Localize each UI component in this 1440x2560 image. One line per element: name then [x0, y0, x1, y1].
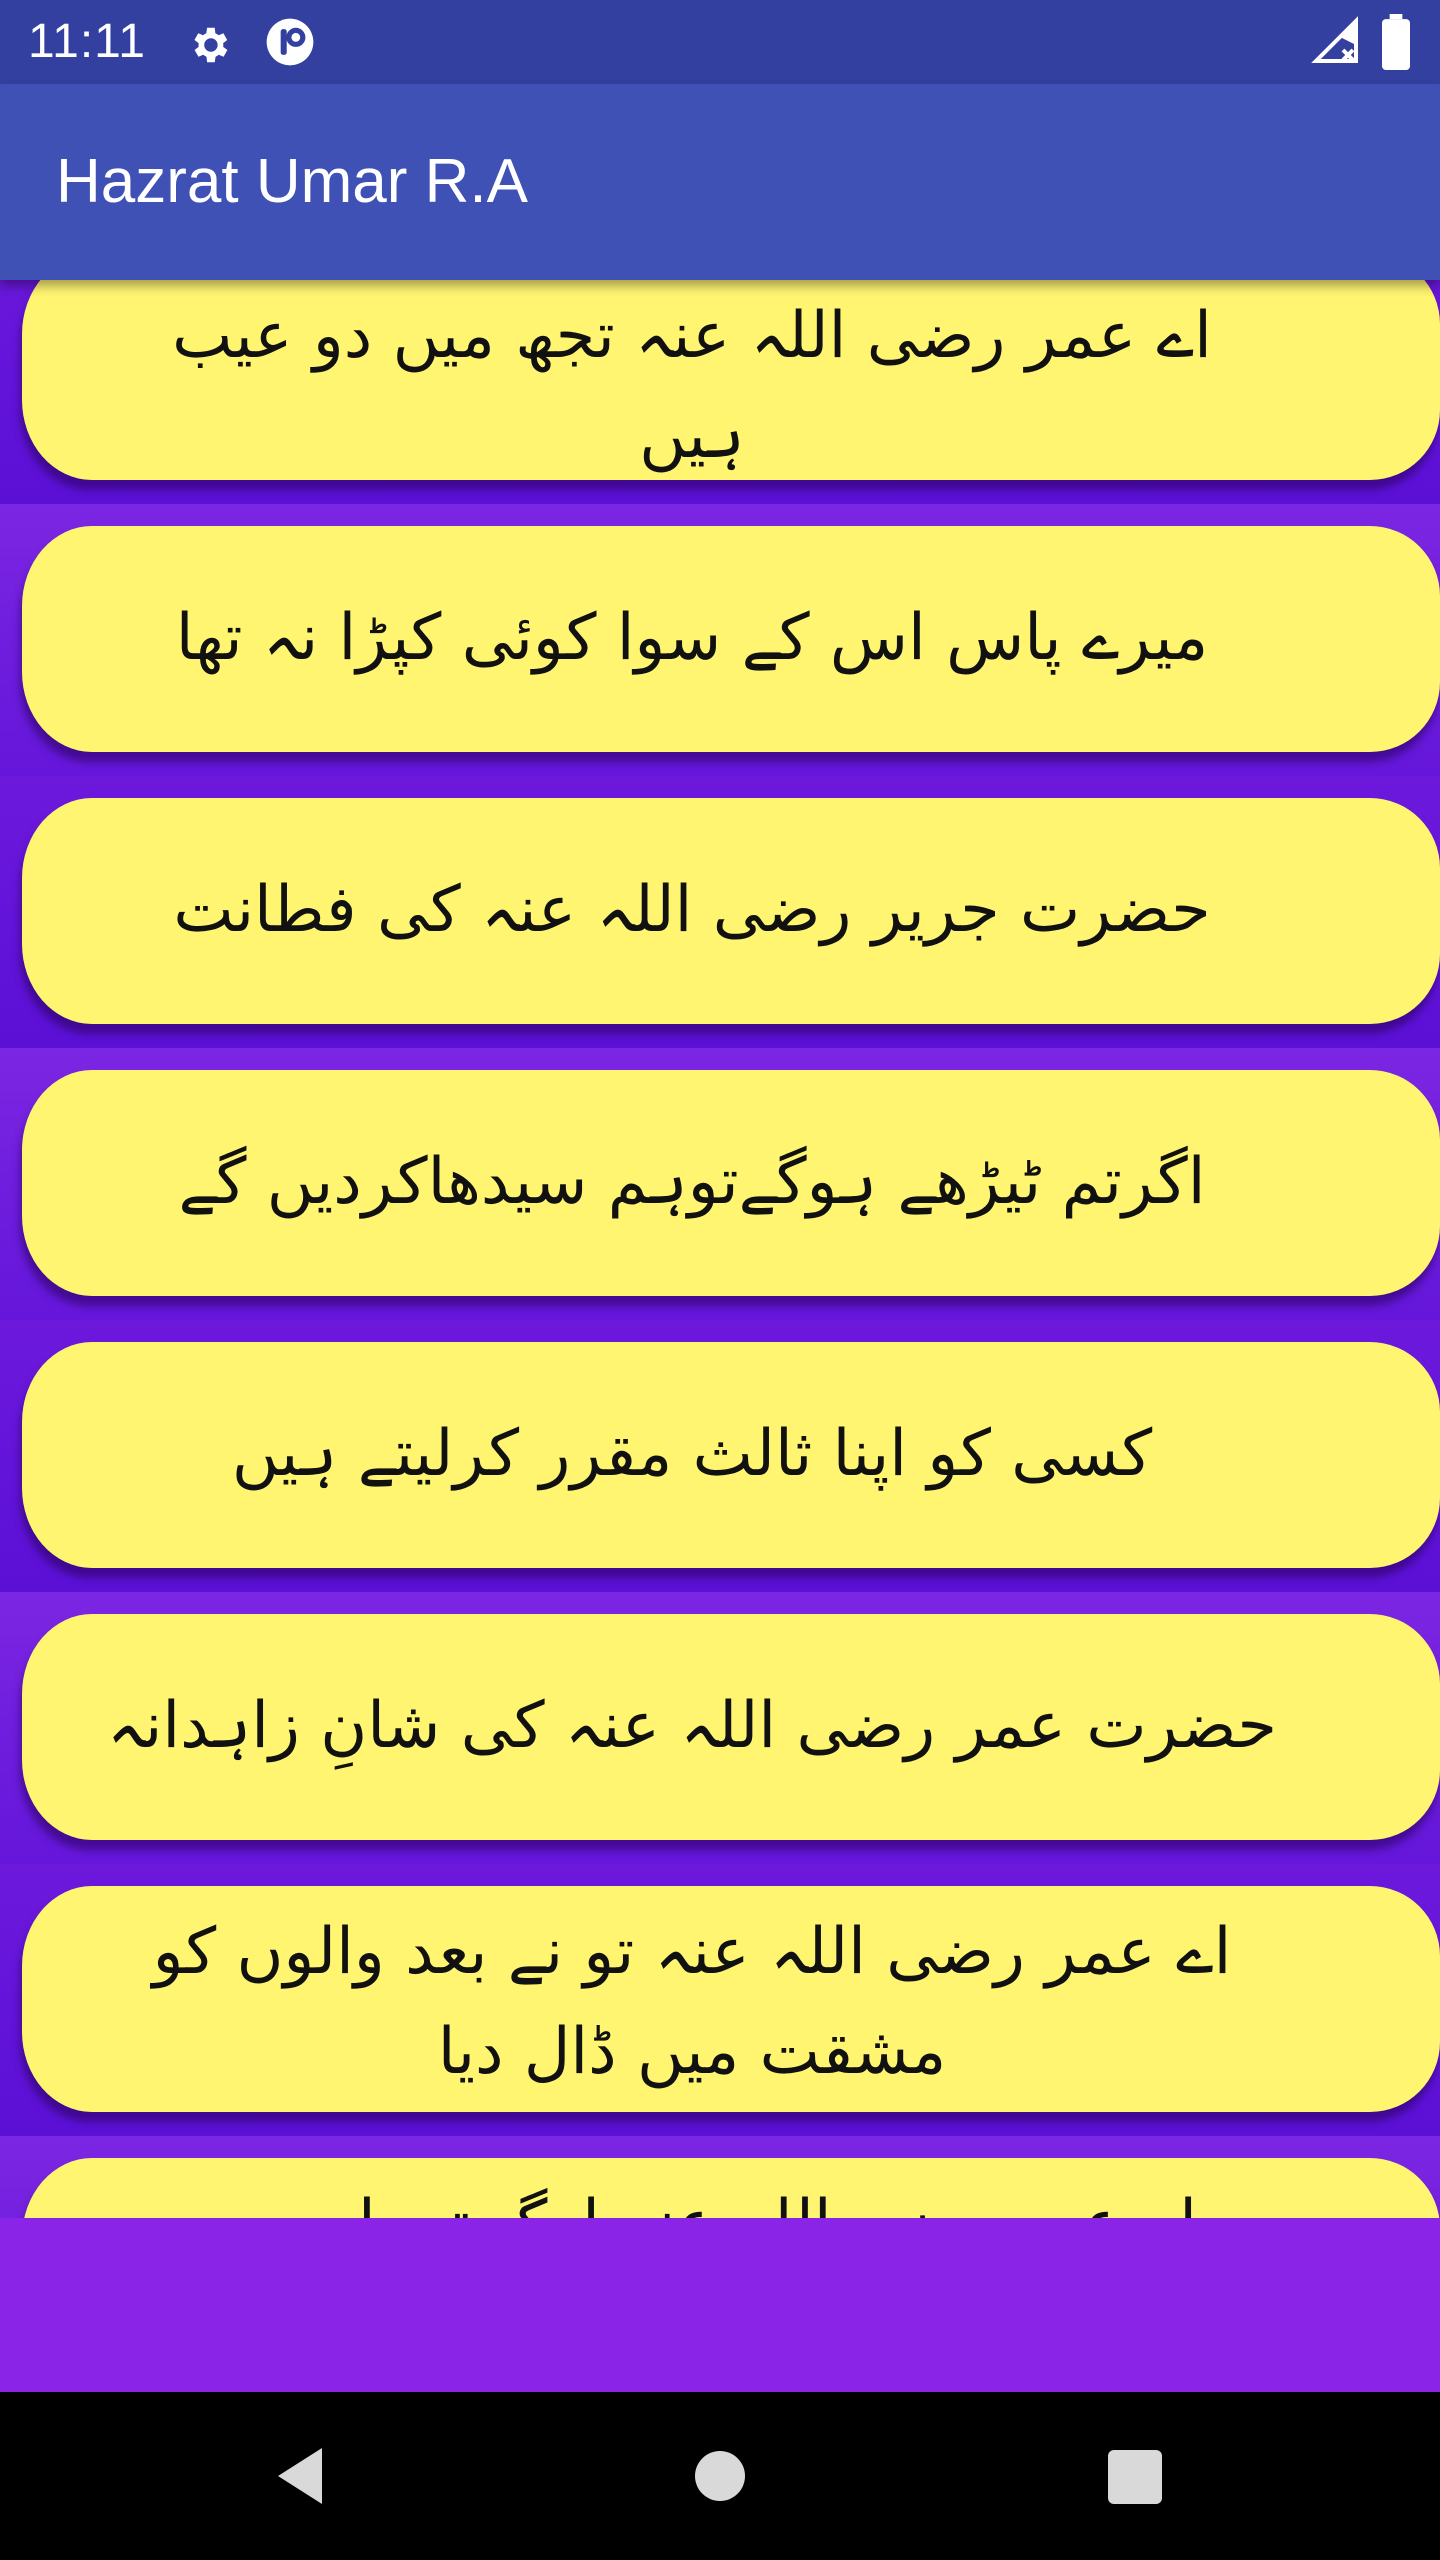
chapter-card[interactable]	[22, 254, 1440, 480]
list-item[interactable]	[0, 1320, 1440, 1592]
list-empty-area	[0, 2218, 1440, 2392]
app-bar	[0, 84, 1440, 280]
app-title: Hazrat Umar R.A	[56, 147, 528, 216]
signal-icon	[1312, 16, 1360, 70]
navigation-bar	[0, 2392, 1440, 2560]
chapter-title-line: میرے پاس اس کے سوا کوئی کپڑا نہ تھا	[175, 601, 1209, 675]
list-item[interactable]	[0, 1048, 1440, 1320]
chapter-title-line: اے عمر رضی اللہ عنہ تو نے بعد والوں کو	[152, 1915, 1232, 1989]
list-item[interactable]	[0, 504, 1440, 776]
list-item[interactable]	[0, 1592, 1440, 1864]
recents-icon[interactable]	[1108, 2450, 1162, 2508]
chapter-list[interactable]	[0, 280, 1440, 2218]
status-bar	[0, 0, 1440, 84]
list-item[interactable]	[0, 1864, 1440, 2136]
battery-icon	[1380, 14, 1412, 74]
chapter-title-line: اے عمر رضی اللہ عنہ تجھ میں دو عیب	[172, 299, 1212, 373]
chapter-card[interactable]	[22, 798, 1440, 1024]
chapter-title-line: ہیں	[639, 399, 745, 473]
chapter-card[interactable]	[22, 1070, 1440, 1296]
vpn-key-icon	[262, 14, 318, 74]
chapter-title-line: کسی کو اپنا ثالث مقرر کرلیتے ہیں	[231, 1417, 1153, 1491]
chapter-title-line: اگرتم ٹیڑھے ہوگےتوہم سیدھاکردیں گے	[178, 1145, 1206, 1219]
back-icon[interactable]	[270, 2444, 330, 2512]
chapter-title-line: حضرت جریر رضی اللہ عنہ کی فطانت	[173, 873, 1211, 947]
chapter-card[interactable]	[22, 526, 1440, 752]
chapter-title-line: مشقت میں ڈال دیا	[437, 2015, 947, 2089]
chapter-card[interactable]	[22, 1342, 1440, 1568]
chapter-card[interactable]	[22, 1886, 1440, 2112]
settings-icon	[186, 22, 232, 72]
status-time: 11:11	[28, 15, 146, 68]
home-icon[interactable]	[694, 2450, 746, 2506]
list-item[interactable]	[0, 776, 1440, 1048]
chapter-card[interactable]	[22, 1614, 1440, 1840]
chapter-title-line: حضرت عمر رضی اللہ عنہ کی شانِ زاہدانہ	[107, 1689, 1277, 1763]
